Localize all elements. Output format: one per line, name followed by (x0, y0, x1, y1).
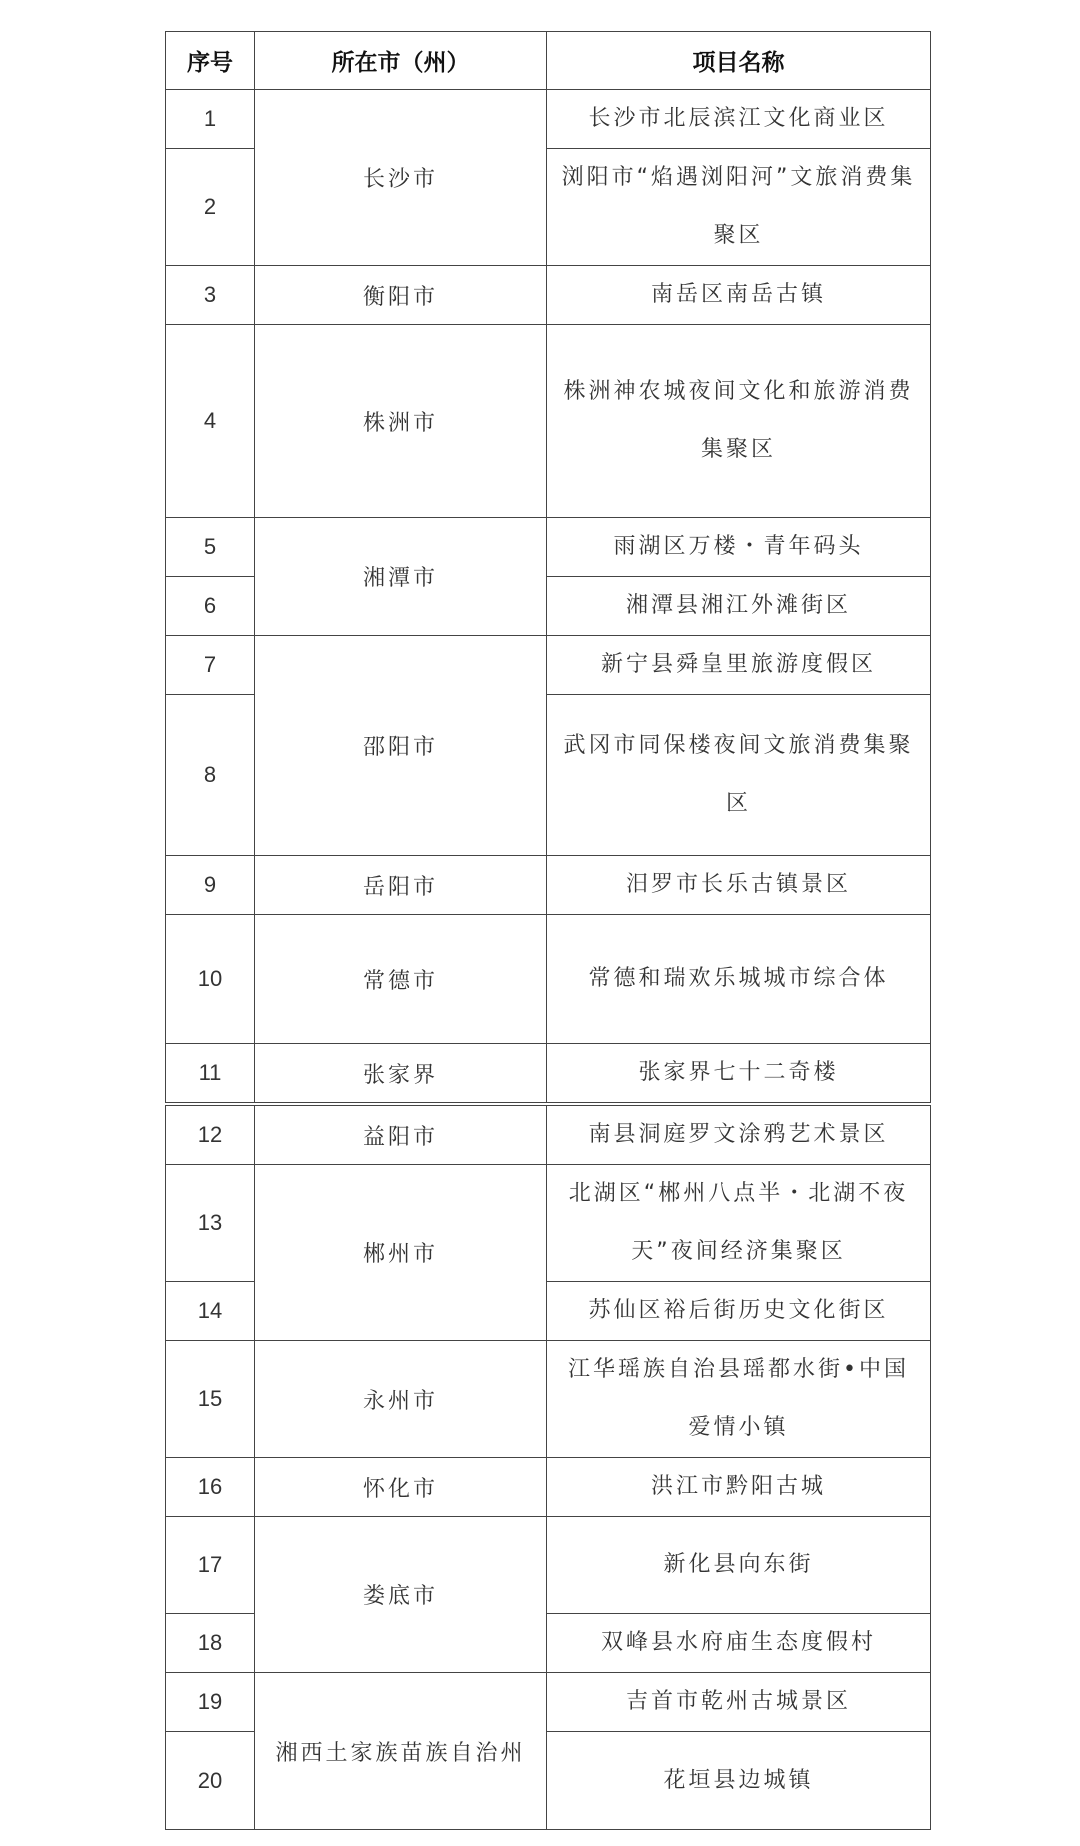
row-number: 20 (166, 1732, 255, 1830)
row-number: 1 (166, 90, 255, 149)
project-cell: 南县洞庭罗文涂鸦艺术景区 (547, 1106, 931, 1165)
row-number: 18 (166, 1614, 255, 1673)
project-cell: 北湖区“郴州八点半・北湖不夜天”夜间经济集聚区 (547, 1165, 931, 1282)
table-row (166, 1044, 931, 1103)
row-number: 16 (166, 1458, 255, 1517)
table-row (166, 1673, 931, 1732)
project-cell: 湘潭县湘江外滩街区 (547, 577, 931, 636)
header-city: 所在市（州） (255, 32, 547, 90)
city-cell: 永州市 (255, 1341, 547, 1458)
row-number: 6 (166, 577, 255, 636)
row-number: 19 (166, 1673, 255, 1732)
row-number: 12 (166, 1106, 255, 1165)
project-cell: 汨罗市长乐古镇景区 (547, 856, 931, 915)
city-cell: 怀化市 (255, 1458, 547, 1517)
city-cell: 株洲市 (255, 325, 547, 518)
city-cell: 张家界 (255, 1044, 547, 1103)
header-row (166, 32, 931, 90)
project-cell: 新化县向东街 (547, 1517, 931, 1614)
city-cell: 常德市 (255, 915, 547, 1044)
project-cell: 浏阳市“焰遇浏阳河”文旅消费集聚区 (547, 149, 931, 266)
project-cell: 双峰县水府庙生态度假村 (547, 1614, 931, 1673)
table-row (166, 266, 931, 325)
row-number: 9 (166, 856, 255, 915)
project-cell: 株洲神农城夜间文化和旅游消费集聚区 (547, 325, 931, 518)
project-cell: 张家界七十二奇楼 (547, 1044, 931, 1103)
table-row (166, 915, 931, 1044)
project-cell: 新宁县舜皇里旅游度假区 (547, 636, 931, 695)
city-cell: 湘西土家族苗族自治州 (255, 1673, 547, 1830)
row-number: 8 (166, 695, 255, 856)
city-cell: 湘潭市 (255, 518, 547, 636)
row-number: 11 (166, 1044, 255, 1103)
city-cell: 长沙市 (255, 90, 547, 266)
row-number: 10 (166, 915, 255, 1044)
row-number: 17 (166, 1517, 255, 1614)
row-number: 14 (166, 1282, 255, 1341)
table-row (166, 1165, 931, 1282)
project-cell: 常德和瑞欢乐城城市综合体 (547, 915, 931, 1044)
project-cell: 江华瑶族自治县瑶都水街•中国爱情小镇 (547, 1341, 931, 1458)
row-number: 3 (166, 266, 255, 325)
table-row (166, 325, 931, 518)
project-cell: 雨湖区万楼・青年码头 (547, 518, 931, 577)
city-cell: 益阳市 (255, 1106, 547, 1165)
table-row (166, 1106, 931, 1165)
projects-table-part-1 (165, 31, 931, 1103)
project-cell: 苏仙区裕后街历史文化街区 (547, 1282, 931, 1341)
project-cell: 花垣县边城镇 (547, 1732, 931, 1830)
table-row (166, 518, 931, 577)
city-cell: 郴州市 (255, 1165, 547, 1341)
city-cell: 衡阳市 (255, 266, 547, 325)
project-cell: 武冈市同保楼夜间文旅消费集聚区 (547, 695, 931, 856)
projects-table-part-2 (165, 1105, 931, 1830)
project-cell: 长沙市北辰滨江文化商业区 (547, 90, 931, 149)
table-row (166, 1458, 931, 1517)
city-cell: 娄底市 (255, 1517, 547, 1673)
table-row (166, 1341, 931, 1458)
row-number: 2 (166, 149, 255, 266)
row-number: 4 (166, 325, 255, 518)
header-project: 项目名称 (547, 32, 931, 90)
project-cell: 吉首市乾州古城景区 (547, 1673, 931, 1732)
row-number: 13 (166, 1165, 255, 1282)
row-number: 7 (166, 636, 255, 695)
project-cell: 洪江市黔阳古城 (547, 1458, 931, 1517)
table-row (166, 1517, 931, 1614)
row-number: 15 (166, 1341, 255, 1458)
table-row (166, 856, 931, 915)
table-row (166, 636, 931, 695)
city-cell: 岳阳市 (255, 856, 547, 915)
city-cell: 邵阳市 (255, 636, 547, 856)
header-seq: 序号 (166, 32, 255, 90)
row-number: 5 (166, 518, 255, 577)
table-row (166, 90, 931, 149)
project-cell: 南岳区南岳古镇 (547, 266, 931, 325)
